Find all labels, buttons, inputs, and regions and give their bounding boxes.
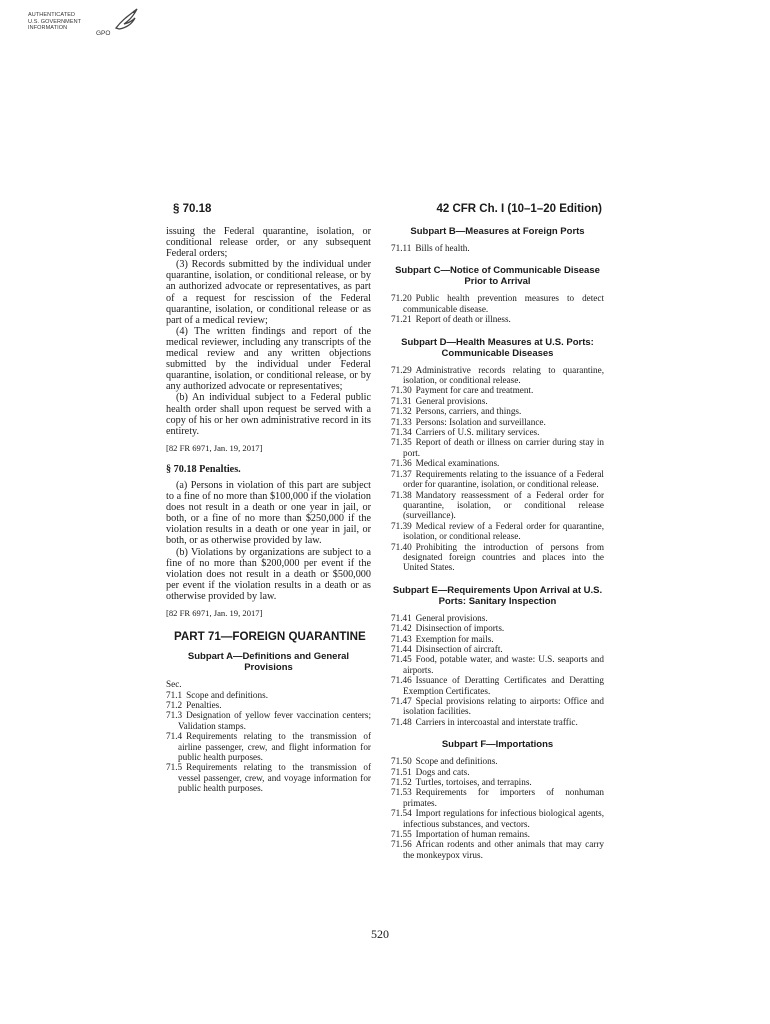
toc-entry-number: 71.33	[391, 416, 412, 427]
citation: [82 FR 6971, Jan. 19, 2017]	[166, 608, 263, 618]
toc-entry-number: 71.37	[391, 468, 412, 479]
toc-entry-number: 71.38	[391, 489, 412, 500]
toc-entry-number: 71.4	[166, 731, 183, 742]
gpo-authentication-logo	[28, 6, 142, 46]
toc-entry	[391, 406, 604, 416]
running-header-section: § 70.18	[173, 203, 212, 215]
toc-entry-text: Persons, carriers, and things.	[415, 406, 522, 417]
toc-entry-number: 71.20	[391, 293, 412, 304]
toc-entry-text: General provisions.	[415, 395, 488, 406]
logo-line: AUTHENTICATED	[28, 12, 76, 18]
toc-entry	[391, 385, 604, 395]
toc-entry	[391, 396, 604, 406]
subpart-heading: Subpart A—Definitions and General Provisions	[187, 651, 350, 674]
toc-entry-number: 71.44	[391, 643, 412, 654]
citation: [82 FR 6971, Jan. 19, 2017]	[166, 442, 263, 453]
toc-list	[391, 293, 604, 324]
page-number: 520	[371, 927, 389, 941]
toc-entry	[391, 469, 604, 490]
toc-entry	[391, 293, 604, 314]
toc-entry-number: 71.46	[391, 675, 412, 686]
toc-entry	[391, 314, 604, 324]
body-paragraph: (b) Violations by organizations are subject to a fine of no more than $200,000 per event if the violation does not result in a death or $500,000 per event if the violation results in a death or as otherwise provided by law.	[166, 546, 371, 602]
toc-entry	[391, 521, 604, 542]
body-paragraph: (b) An individual subject to a Federal public health order shall upon request be served with a copy of his or her own administrative record in its entirety.	[166, 392, 371, 437]
toc-entry-number: 71.2	[166, 700, 183, 710]
toc-entry-text: Prohibiting the introduction of persons from designated foreign countries and places into the United States.	[403, 541, 604, 573]
toc-entry-number: 71.36	[391, 458, 412, 469]
toc-entry	[391, 767, 604, 777]
toc-entry-number: 71.29	[391, 364, 412, 375]
subpart-heading: Subpart B—Measures at Foreign Ports	[410, 226, 585, 237]
subpart-heading: Subpart E—Requirements Upon Arrival at U.S. Ports: Sanitary Inspection	[392, 584, 603, 607]
sec-label: Sec.	[166, 679, 182, 690]
logo-line: U.S. GOVERNMENT	[28, 18, 82, 25]
toc-entry-text: Requirements relating to the transmission of airline passenger, crew, and flight information for public health purposes.	[178, 731, 371, 763]
toc-entry-text: Disinsection of imports.	[415, 623, 505, 634]
toc-entry-text: Import regulations for infectious biological agents, infectious substances, and vectors.	[403, 808, 604, 829]
toc-entry	[391, 696, 604, 717]
toc-entry-text: Carriers in intercoastal and interstate traffic.	[415, 716, 578, 727]
toc-entry-number: 71.5	[166, 762, 183, 773]
toc-entry-text: Penalties.	[186, 700, 222, 710]
toc-entry-number: 71.48	[391, 716, 412, 727]
toc-list	[391, 613, 604, 727]
toc-entry	[391, 717, 604, 727]
toc-entry	[391, 756, 604, 766]
toc-entry	[391, 542, 604, 573]
toc-entry-number: 71.42	[391, 623, 412, 634]
toc-entry-text: Requirements relating to the transmission of vessel passenger, crew, and voyage information for public health purposes.	[178, 762, 371, 794]
toc-entry	[391, 623, 604, 633]
toc-entry-number: 71.34	[391, 427, 412, 438]
toc-entry	[391, 417, 604, 427]
toc-entry-number: 71.11	[391, 243, 412, 253]
toc-entry-number: 71.41	[391, 612, 412, 623]
toc-entry-text: Requirements for importers of nonhuman primates.	[403, 787, 604, 808]
toc-entry-number: 71.21	[391, 314, 412, 325]
toc-entry	[391, 437, 604, 458]
toc-entry-number: 71.3	[166, 710, 183, 721]
toc-entry-number: 71.31	[391, 395, 412, 406]
eagle-icon	[112, 6, 140, 34]
toc-entry-text: Payment for care and treatment.	[415, 385, 534, 396]
toc-entry	[391, 427, 604, 437]
toc-entry-number: 71.53	[391, 787, 412, 798]
toc-entry	[391, 365, 604, 386]
toc-entry-text: African rodents and other animals that may carry the monkeypox virus.	[403, 839, 604, 860]
toc-entry-number: 71.30	[391, 385, 412, 396]
part-title: PART 71—FOREIGN QUARANTINE	[174, 630, 366, 644]
toc-entry	[391, 243, 604, 253]
toc-entry-text: Report of death or illness on carrier during stay in port.	[403, 437, 604, 458]
toc-entry-text: Designation of yellow fever vaccination centers; Validation stamps.	[178, 710, 371, 731]
toc-entry-number: 71.47	[391, 696, 412, 706]
toc-entry-text: Scope and definitions.	[186, 689, 268, 700]
table-of-contents	[166, 679, 371, 793]
toc-entry	[391, 644, 604, 654]
toc-entry-text: Importation of human remains.	[415, 829, 530, 840]
toc-entry-text: Carriers of U.S. military services.	[415, 427, 540, 438]
toc-entry-text: Dogs and cats.	[415, 766, 470, 777]
body-paragraph: issuing the Federal quarantine, isolation, or conditional release order, or any subsequent Federal orders;	[166, 226, 371, 260]
toc-entry	[391, 490, 604, 521]
toc-entry	[166, 690, 371, 700]
toc-entry	[391, 613, 604, 623]
toc-entry-number: 71.51	[391, 766, 412, 777]
section-heading: § 70.18 Penalties.	[166, 463, 241, 475]
toc-entry-text: Exemption for mails.	[415, 633, 494, 644]
toc-entry	[391, 654, 604, 675]
toc-entry	[391, 839, 604, 860]
toc-entry-number: 71.52	[391, 777, 412, 788]
right-column	[391, 226, 604, 866]
toc-entry-text: Persons: Isolation and surveillance.	[415, 416, 546, 427]
toc-entry	[166, 731, 371, 762]
toc-entry-text: Food, potable water, and waste: U.S. seaports and airports.	[403, 654, 604, 675]
toc-entry-number: 71.43	[391, 633, 412, 644]
toc-entry-text: Report of death or illness.	[415, 314, 511, 325]
toc-entry-number: 71.56	[391, 839, 412, 850]
toc-entry-text: Scope and definitions.	[415, 756, 498, 767]
toc-entry	[166, 700, 371, 710]
toc-entry	[391, 829, 604, 839]
logo-line: INFORMATION	[28, 25, 68, 31]
toc-entry	[391, 808, 604, 829]
subpart-heading: Subpart C—Notice of Communicable Disease Prior to Arrival	[395, 265, 600, 288]
toc-entry	[391, 777, 604, 787]
toc-entry-number: 71.1	[166, 689, 183, 700]
toc-entry-number: 71.55	[391, 829, 412, 840]
toc-entry-number: 71.50	[391, 756, 412, 767]
toc-entry-text: Public health prevention measures to detect communicable disease.	[403, 293, 604, 314]
toc-entry-text: Medical review of a Federal order for quarantine, isolation, or conditional release.	[403, 520, 604, 542]
toc-list	[391, 365, 604, 573]
left-column	[166, 226, 371, 794]
toc-entry-number: 71.40	[391, 541, 412, 552]
body-paragraph: (3) Records submitted by the individual under quarantine, isolation, or conditional release, or by an authorized advocate or representatives, as part of a request for rescission of the Federal quarantine, isolation, or conditional release or as part of a medical review;	[166, 259, 371, 326]
subpart-heading: Subpart F—Importations	[441, 739, 554, 751]
toc-entry-text: Mandatory reassessment of a Federal order for quarantine, isolation, or conditional release (surveillance).	[403, 489, 604, 521]
toc-entry	[391, 458, 604, 468]
toc-entry-text: General provisions.	[415, 612, 488, 623]
toc-entry-text: Medical examinations.	[415, 458, 500, 469]
toc-entry-number: 71.35	[391, 437, 412, 448]
toc-entry-number: 71.39	[391, 520, 412, 531]
toc-entry-text: Issuance of Deratting Certificates and Deratting Exemption Certificates.	[403, 675, 604, 696]
toc-list	[166, 690, 371, 794]
toc-entry	[166, 710, 371, 731]
toc-entry	[391, 787, 604, 808]
toc-entry-text: Disinsection of aircraft.	[415, 643, 503, 654]
toc-entry-text: Special provisions relating to airports: Office and isolation facilities.	[403, 696, 604, 717]
toc-entry-number: 71.54	[391, 808, 412, 819]
toc-list	[391, 243, 604, 253]
toc-list	[391, 756, 604, 860]
toc-entry-number: 71.45	[391, 654, 412, 665]
toc-entry	[166, 762, 371, 793]
logo-gpo: GPO	[96, 30, 111, 37]
body-paragraph: (4) The written findings and report of the medical reviewer, including any transcripts of the medical review and any written objections submitted by the individual under Federal quarantine, isolation, or conditional release, or by any authorized advocate or representatives;	[166, 325, 371, 393]
toc-entry-text: Requirements relating to the issuance of a Federal order for quarantine, isolation, or conditional release.	[403, 468, 604, 490]
body-paragraph: (a) Persons in violation of this part are subject to a fine of no more than $100,000 if the violation does not result in a death or one year in jail, or both, or a fine of no more than $250,000 if the violation results in a death or one year in jail, or both, or as otherwise provided by law.	[166, 479, 371, 547]
toc-entry-number: 71.32	[391, 406, 412, 417]
subpart-heading: Subpart D—Health Measures at U.S. Ports: Communicable Diseases	[401, 336, 594, 359]
toc-entry-text: Turtles, tortoises, and terrapins.	[415, 777, 532, 788]
toc-entry-text: Bills of health.	[415, 243, 470, 253]
running-header-edition: 42 CFR Ch. I (10–1–20 Edition)	[436, 203, 602, 215]
toc-entry-text: Administrative records relating to quarantine, isolation, or conditional release.	[403, 364, 604, 386]
toc-entry	[391, 634, 604, 644]
toc-entry	[391, 675, 604, 696]
